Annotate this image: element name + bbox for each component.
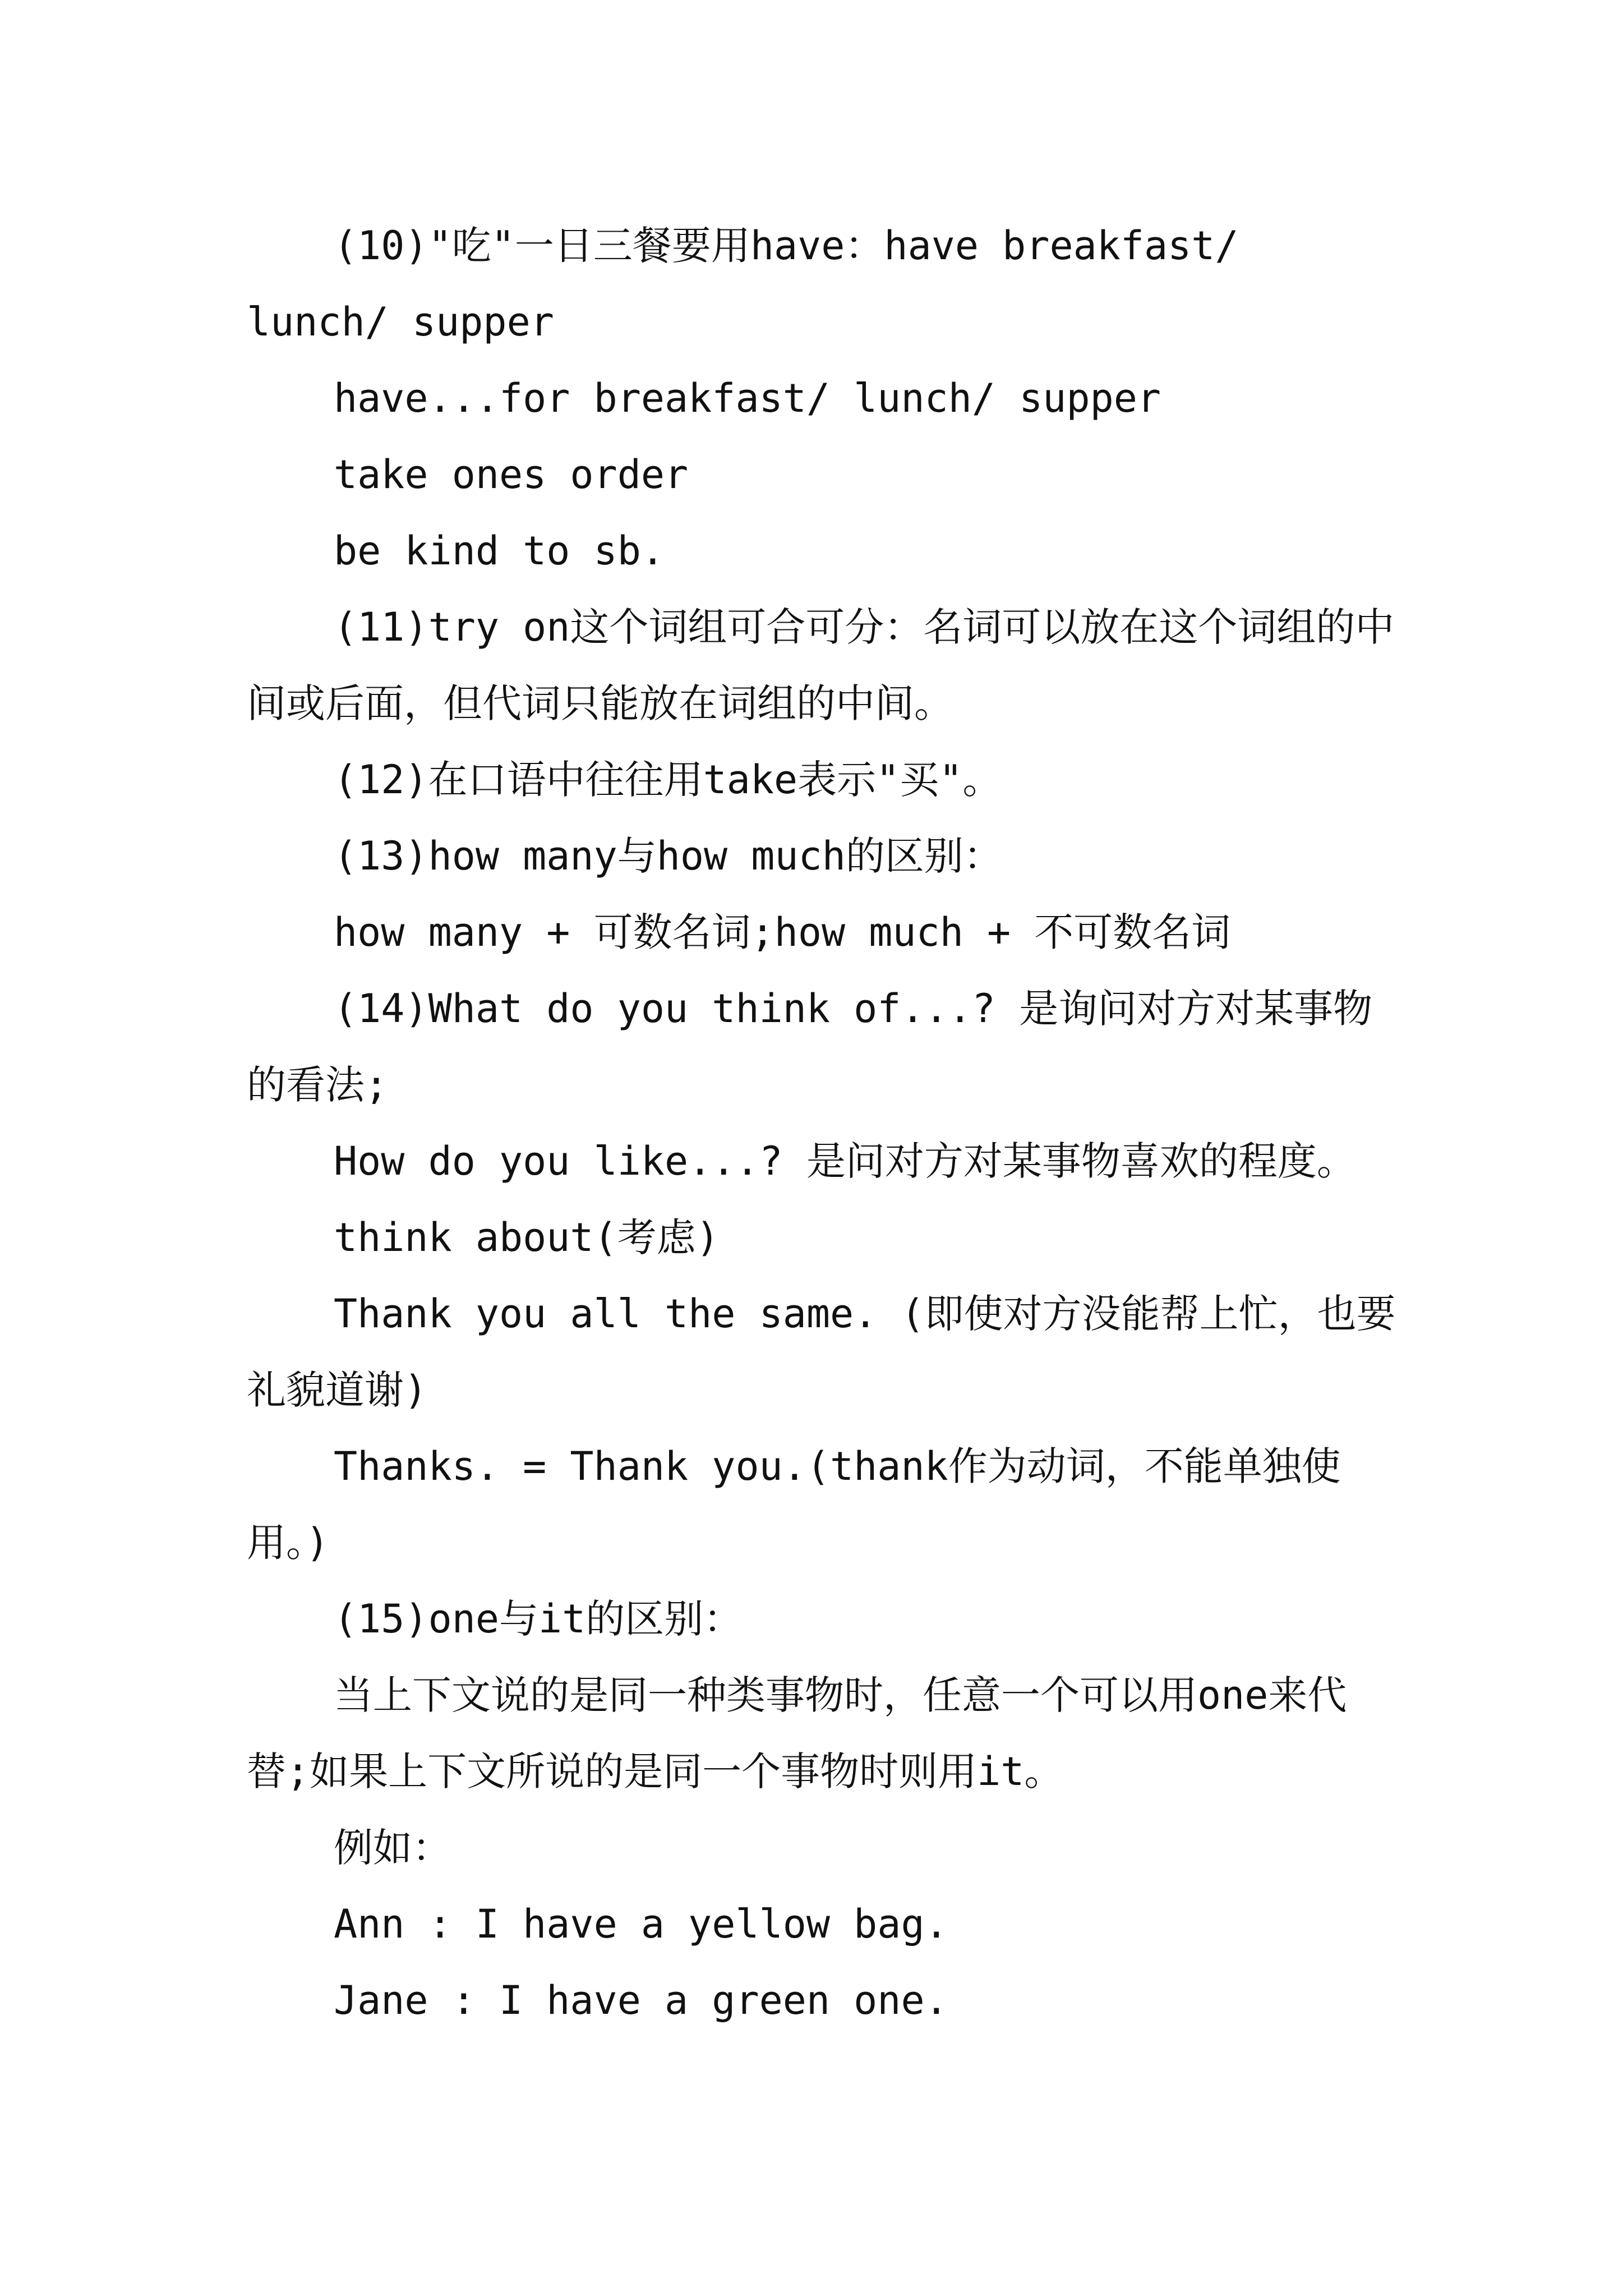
paragraph-one-it-rule: 当上下文说的是同一种类事物时，任意一个可以用one来代替;如果上下文所说的是同一个事物时则用it。 [247,1672,1347,1795]
paragraph-15-one-it: (15)one与it的区别： [334,1596,743,1642]
paragraph-10-have-meals: (10)"吃"一日三餐要用have：have breakfast/ lunch/ supper [247,223,1239,345]
paragraph-13-how-many-much: (13)how many与how much的区别： [334,833,1003,879]
paragraph-have-for: have...for breakfast/ lunch/ supper [334,375,1161,421]
paragraph-take-order: take ones order [334,452,689,498]
paragraph-thank-you-all: Thank you all the same. (即使对方没能帮上忙，也要礼貌道谢) [247,1291,1396,1413]
paragraph-how-many-rule: how many + 可数名词;how much + 不可数名词 [334,909,1231,955]
paragraph-12-take: (12)在口语中往往用take表示"买"。 [334,757,1002,803]
paragraph-example-jane: Jane : I have a green one. [334,1977,948,2023]
paragraph-11-try-on: (11)try on这个词组可合可分：名词可以放在这个词组的中间或后面，但代词只能放在词组的中间。 [247,604,1395,726]
paragraph-example-label: 例如： [334,1825,451,1871]
document-body [247,208,1396,2039]
paragraph-14-think-of: (14)What do you think of...? 是询问对方对某事物的看法; [247,986,1373,1108]
paragraph-think-about: think about(考虑) [334,1214,720,1260]
paragraph-be-kind: be kind to sb. [334,528,665,574]
paragraph-thanks: Thanks. = Thank you.(thank作为动词，不能单独使用。) [247,1443,1341,1566]
paragraph-example-ann: Ann : I have a yellow bag. [334,1901,948,1947]
paragraph-how-do-you-like: How do you like...? 是问对方对某事物喜欢的程度。 [334,1138,1356,1184]
